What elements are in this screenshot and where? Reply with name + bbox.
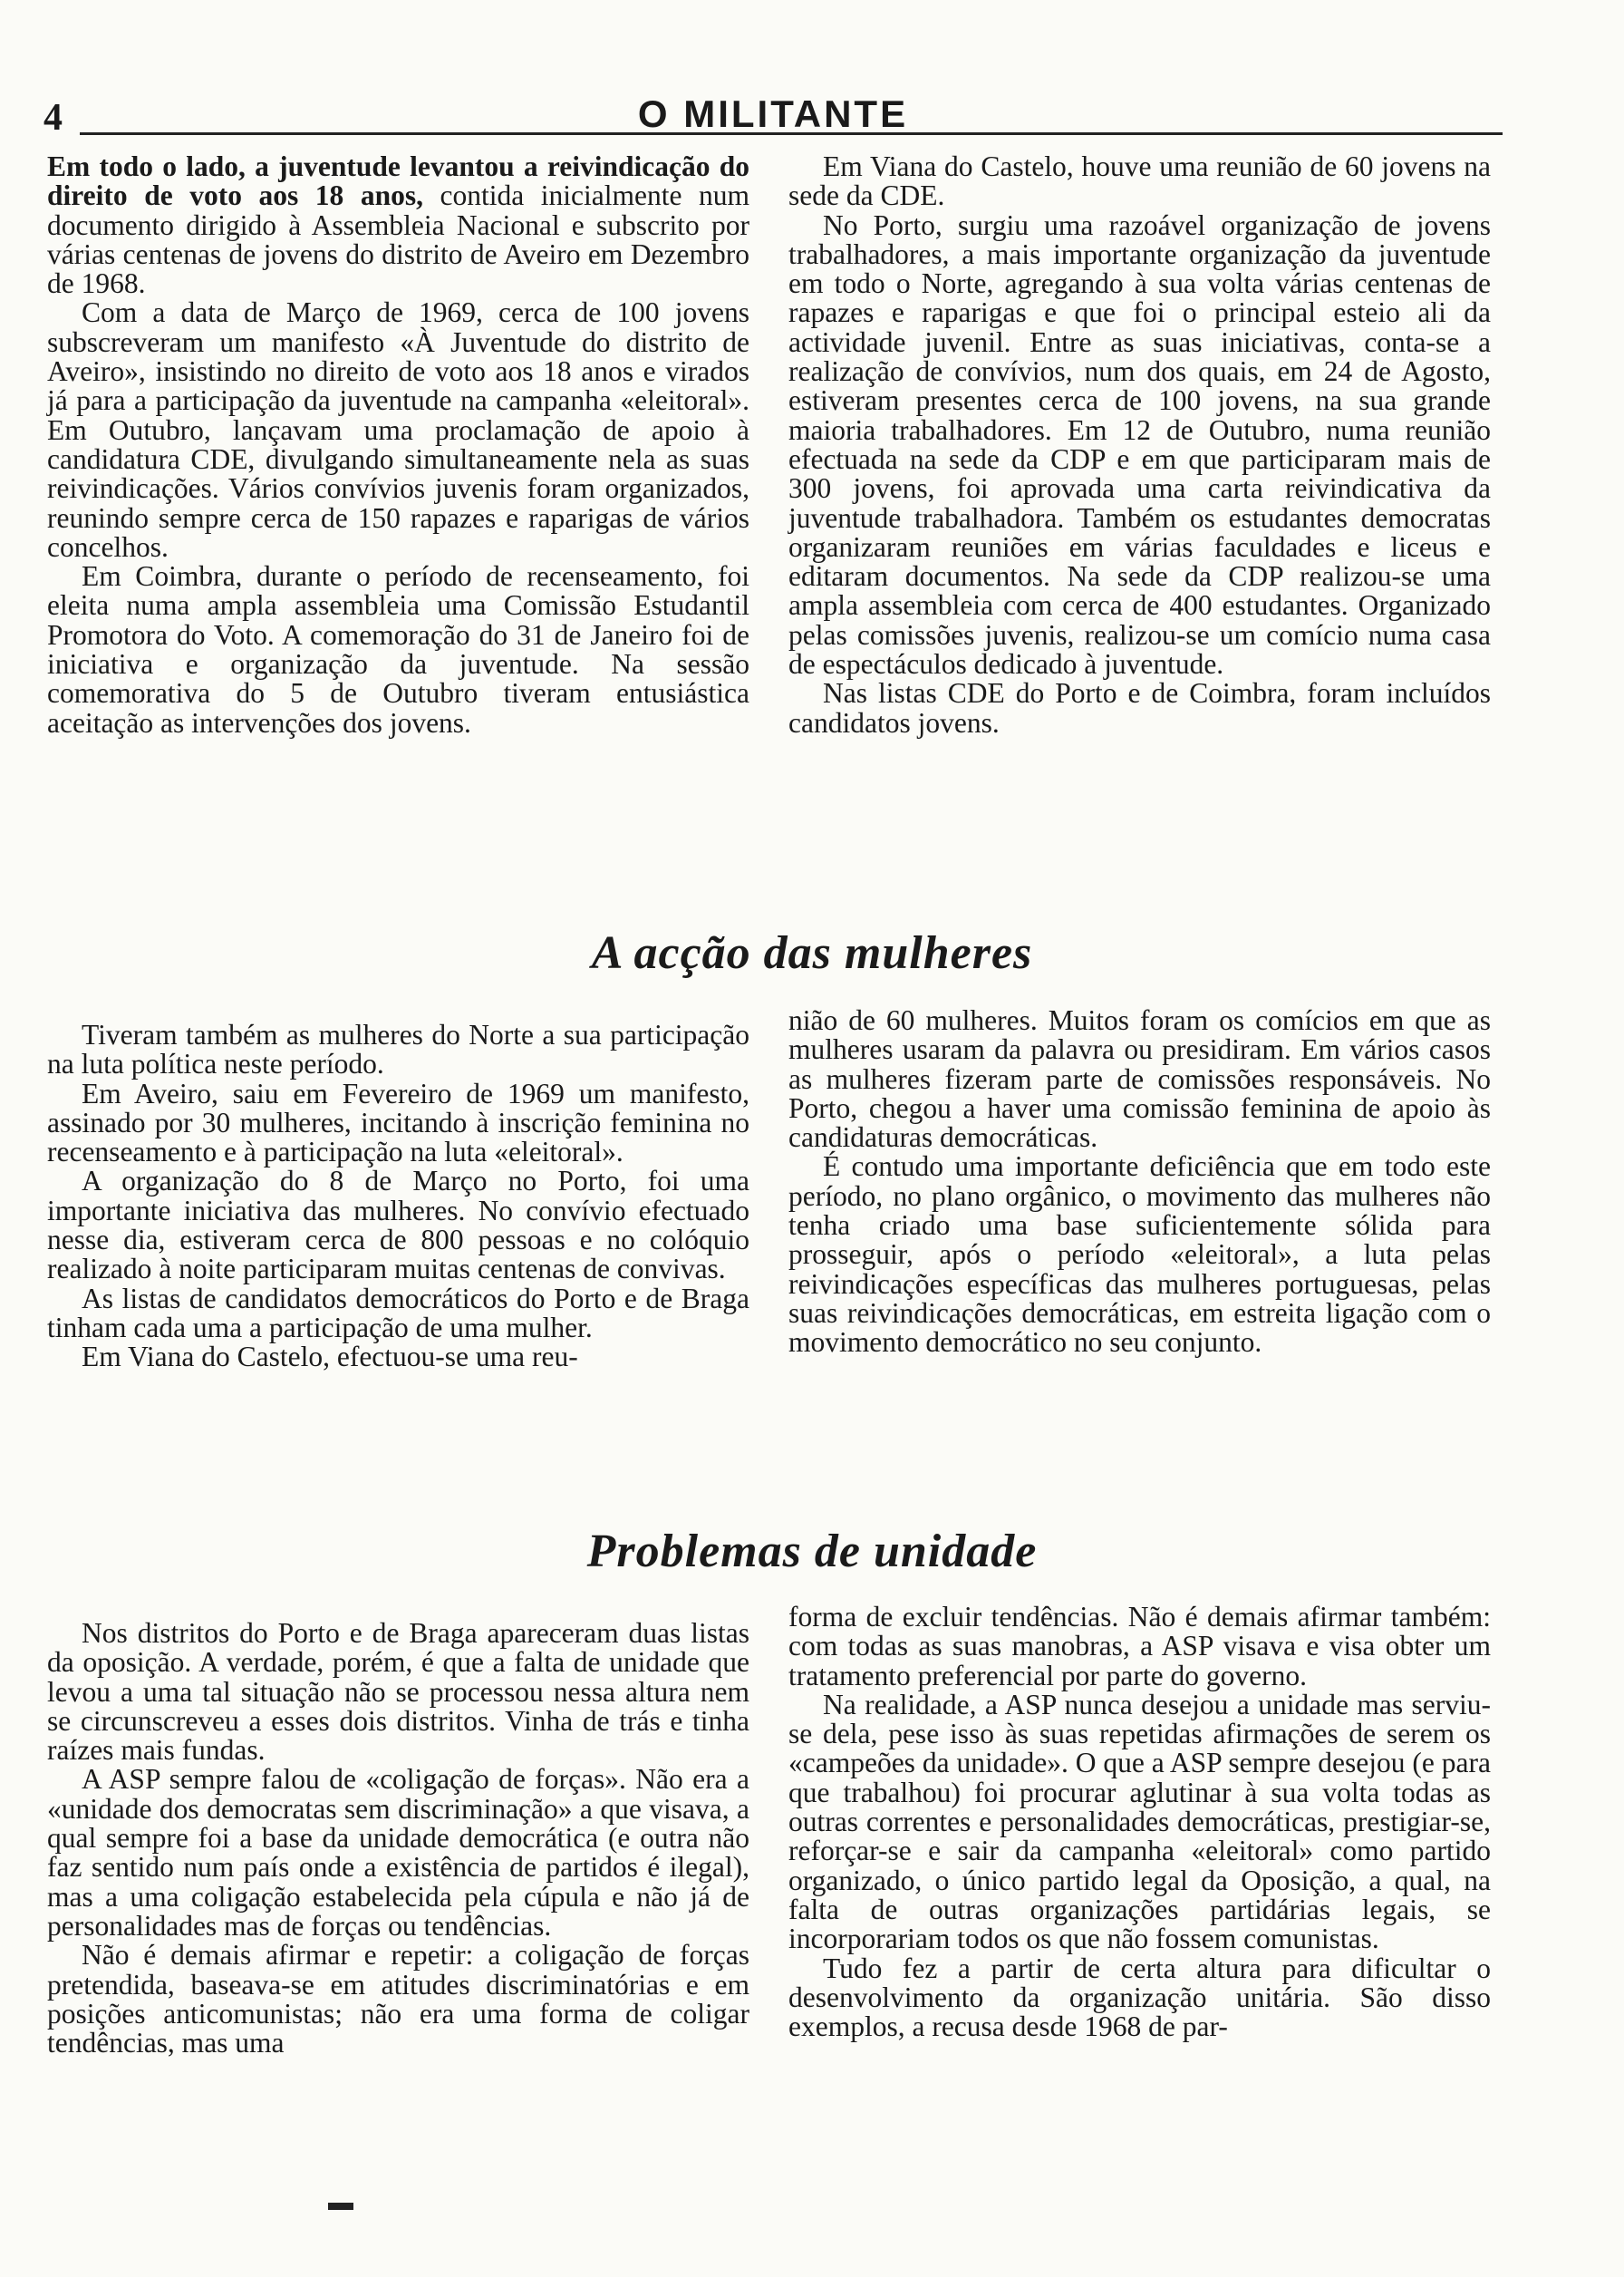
paragraph: Nos distritos do Porto e de Braga apareceram duas listas da oposição. A verdade, porém, é que a falta de unidade que levou a uma tal situação não se processou nessa altura nem se circunscreveu a esses dois distritos. Vinha de trás e tinha raízes mais fundas.: [47, 1617, 749, 1767]
paragraph: Com a data de Março de 1969, cerca de 100 jovens subscreveram um manifesto «À Juventude do distrito de Aveiro», insistindo no direito de voto aos 18 anos e virados já para a participação da juventude na campanha «eleitoral». Em Outubro, lançavam uma proclamação de apoio à candidatura CDE, divulgando simultaneamente nela as suas reivindicações. Vários convívios juvenis foram organizados, reunindo sempre cerca de 150 rapazes e raparigas de vários concelhos.: [47, 296, 749, 563]
publication-title: O MILITANTE: [637, 92, 909, 135]
paragraph: Em Aveiro, saiu em Fevereiro de 1969 um manifesto, assinado por 30 mulheres, incitando à inscrição feminina no recenseamento e à participação na luta «eleitoral».: [47, 1077, 749, 1168]
section1-left-column: [47, 152, 749, 738]
page-number: 4: [44, 97, 63, 139]
paragraph: Tudo fez a partir de certa altura para dificultar o desenvolvimento da organização unitária. São disso exemplos, a recusa desde 1968 de par-: [788, 1952, 1491, 2043]
section-heading-unidade: Problemas de unidade: [586, 1526, 1038, 1577]
section2-right-column: [788, 1006, 1491, 1358]
paragraph: Na realidade, a ASP nunca desejou a unidade mas serviu-se dela, pese isso às suas repetidas afirmações de serem os «campeões da unidade». O que a ASP sempre desejou (e para que trabalhou) foi procurar aglutinar à sua volta todas as outras correntes e personalidades democráticas, prestigiar-se, reforçar-se e sair da campanha «eleitoral» como partido organizado, o único partido legal da Oposição, a qual, na falta de outras organizações partidárias legais, se incorporariam todos os que não fossem comunistas.: [788, 1688, 1491, 1955]
paragraph: Em Coimbra, durante o período de recenseamento, foi eleita numa ampla assembleia uma Comissão Estudantil Promotora do Voto. A comemoração do 31 de Janeiro foi de iniciativa e organização da juventude. Na sessão comemorativa do 5 de Outubro tiveram entusiástica aceitação as intervenções dos jovens.: [47, 560, 749, 739]
section3-right-column: [788, 1603, 1491, 2041]
paragraph: forma de excluir tendências. Não é demais afirmar também: com todas as suas manobras, a ASP visava e visa obter um tratamento preferencial por parte do governo.: [788, 1601, 1491, 1691]
paragraph: A ASP sempre falou de «coligação de forças». Não era a «unidade dos democratas sem discriminação» a que visava, a qual sempre foi a base da unidade democrática (e outra não faz sentido num país onde a existência de partidos é ilegal), mas a uma coligação estabelecida pela cúpula e não já de personalidades mas de forças ou tendências.: [47, 1763, 749, 1942]
paragraph: Tiveram também as mulheres do Norte a sua participação na luta política neste período.: [47, 1019, 749, 1080]
page-header: [44, 91, 1503, 145]
paragraph: Não é demais afirmar e repetir: a coligação de forças pretendida, baseava-se em atitudes discriminatórias e em posições anticomunistas; não era uma forma de coligar tendências, mas uma: [47, 1939, 749, 2059]
section1-right-column: [788, 152, 1491, 738]
section2-left-column: [47, 1021, 749, 1372]
paragraph: A organização do 8 de Março no Porto, foi uma importante iniciativa das mulheres. No convívio efectuado nesse dia, estiveram cerca de 800 pessoas e no colóquio realizado à noite participaram muitas centenas de convivas.: [47, 1165, 749, 1285]
lead-in-text: Em todo o lado, a juventude levantou a reivindicação do direito de voto aos 18 anos,: [47, 150, 749, 212]
paragraph-text: contida inicialmente num documento dirigido à Assembleia Nacional e subscrito por várias centenas de jovens do distrito de Aveiro em Dezembro de 1968.: [47, 179, 750, 300]
paragraph: Em Viana do Castelo, houve uma reunião de 60 jovens na sede da CDE.: [788, 150, 1491, 212]
paragraph: No Porto, surgiu uma razoável organização de jovens trabalhadores, a mais importante organização da juventude em todo o Norte, agregando à sua volta várias centenas de rapazes e raparigas e que foi o principal esteio ali da actividade juvenil. Entre as suas iniciativas, conta-se a realização de convívios, num dos quais, em 24 de Agosto, estiveram presentes cerca de 100 jovens, na sua grande maioria trabalhadores. Em 12 de Outubro, numa reunião efectuada na sede da CDP e em que participaram mais de 300 jovens, foi aprovada uma carta reivindicativa da juventude trabalhadora. Também os estudantes democratas organizaram reuniões em várias faculdades e liceus e editaram documentos. Na sede da CDP realizou-se uma ampla assembleia com cerca de 400 estudantes. Organizado pelas comissões juvenis, realizou-se um comício numa casa de espectáculos dedicado à juventude.: [788, 208, 1491, 681]
paragraph: Em Viana do Castelo, efectuou-se uma reu-: [82, 1341, 578, 1373]
paragraph: nião de 60 mulheres. Muitos foram os comícios em que as mulheres usaram da palavra ou presidiram. Em vários casos as mulheres fizeram parte de comissões responsáveis. No Porto, chegou a haver uma comissão feminina de apoio às candidaturas democráticas.: [788, 1004, 1491, 1154]
header-rule: [80, 132, 1503, 135]
paragraph: [47, 152, 749, 298]
paragraph: É contudo uma importante deficiência que em todo este período, no plano orgânico, o movimento das mulheres não tenha criado uma base suficientemente sólida para prosseguir, após o período «eleitoral», a luta pelas reivindicações específicas das mulheres portuguesas, pelas suas reivindicações democráticas, em estreita ligação com o movimento democrático no seu conjunto.: [788, 1150, 1491, 1359]
paragraph: Nas listas CDE do Porto e de Coimbra, foram incluídos candidatos jovens.: [788, 677, 1491, 739]
section-heading-mulheres: A acção das mulheres: [591, 927, 1033, 979]
paragraph: As listas de candidatos democráticos do Porto e de Braga tinham cada uma a participação de uma mulher.: [47, 1282, 749, 1343]
section3-left-column: [47, 1619, 749, 2058]
footer-mark: [328, 2203, 353, 2210]
